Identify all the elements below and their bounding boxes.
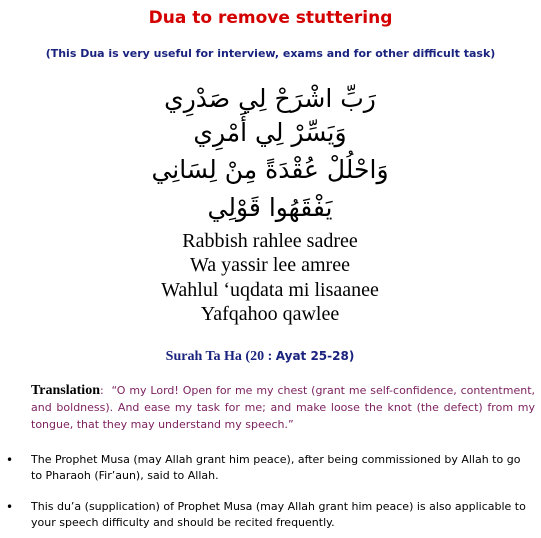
transliteration-line: Rabbish rahlee sadree — [182, 230, 358, 252]
translation-colon: : — [99, 384, 112, 397]
translation-paragraph — [31, 382, 535, 433]
ayat-range: Ayat 25-28) — [275, 349, 355, 363]
arabic-line: رَبِّ اشْرَحْ لِي صَدْرِي — [164, 84, 376, 113]
arabic-line: وَاحْلُلْ عُقْدَةً مِنْ لِسَانِي — [151, 155, 389, 184]
transliteration-line: Yafqahoo qawlee — [200, 303, 340, 325]
note-text: This du’a (supplication) of Prophet Musa (may Allah grant him peace) is also applicable to your speech difficulty and should be recited frequently. — [31, 500, 526, 529]
surah-reference — [0, 345, 520, 365]
arabic-line: يَفْقَهُوا قَوْلِي — [207, 193, 333, 222]
bullet-icon: • — [6, 500, 14, 514]
page-subtitle: (This Dua is very useful for interview, exams and for other difficult task) — [45, 47, 496, 60]
transliteration-line: Wahlul ‘uqdata mi lisaanee — [161, 279, 379, 301]
translation-text: “O my Lord! Open for me my chest (grant me self-confidence, contentment, and boldness). And ease my task for me; and make loose the knot (the defect) from my tongue, that they may understand my speech.” — [31, 384, 535, 431]
transliteration-line: Wa yassir lee amree — [190, 254, 350, 276]
note-text: The Prophet Musa (may Allah grant him peace), after being commissioned by Allah to go to Pharaoh (Fir’aun), said to Allah. — [31, 453, 521, 482]
page-title: Dua to remove stuttering — [148, 8, 393, 28]
bullet-icon: • — [6, 453, 14, 467]
surah-name: Surah Ta Ha (20 : — [165, 349, 276, 364]
arabic-line: وَيَسِّرْ لِي أَمْرِي — [193, 118, 347, 147]
translation-label: Translation — [31, 383, 100, 398]
